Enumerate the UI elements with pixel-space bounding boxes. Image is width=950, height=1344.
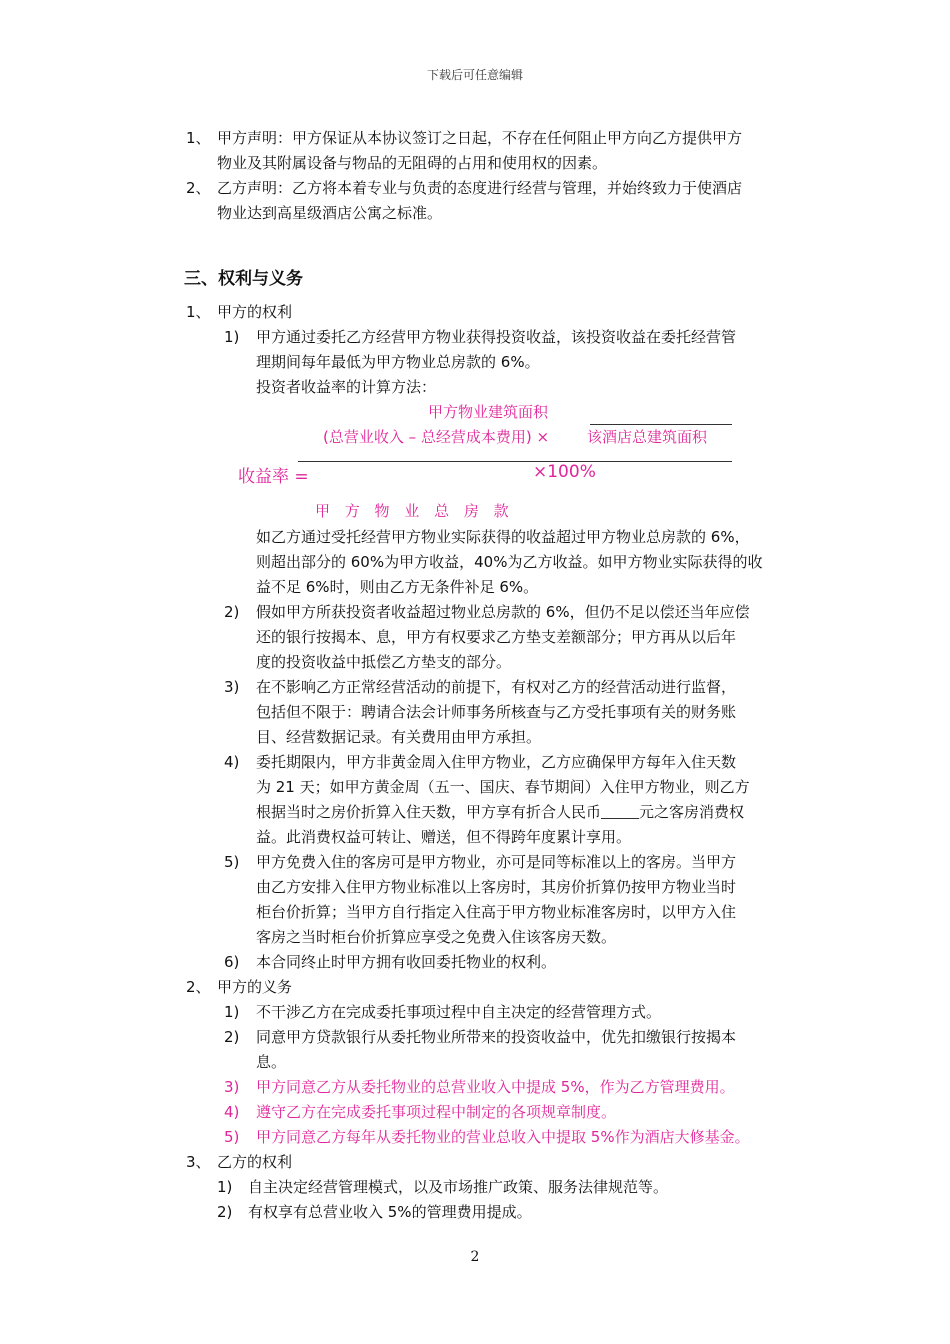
clause-text: 由乙方安排入住甲方物业标准以上客房时，其房价折算仍按甲方物业当时 <box>256 878 737 896</box>
list-item-number: 1、 <box>186 129 211 147</box>
page-header: 下载后可任意编辑 <box>426 68 523 82</box>
declaration-text: 乙方声明：乙方将本着专业与负责的态度进行经营与管理，并始终致力于使酒店 <box>217 179 743 197</box>
clause-text: 息。 <box>256 1053 287 1071</box>
subsection-title: 甲方的权利 <box>217 303 293 321</box>
formula-denominator: 甲 方 物 业 总 房 款 <box>315 502 514 520</box>
clause-text: 有权享有总营业收入 5%的管理费用提成。 <box>248 1203 532 1221</box>
declaration-text: 物业及其附属设备与物品的无阻碍的占用和使用权的因素。 <box>217 154 608 172</box>
clause-text: 投资者收益率的计算方法： <box>256 378 437 396</box>
subsection-title: 乙方的权利 <box>217 1153 293 1171</box>
page-number: 2 <box>470 1249 480 1265</box>
list-item-number: 3、 <box>186 1153 211 1171</box>
item-number: 1) <box>224 1003 240 1021</box>
clause-text: 包括但不限于：聘请合法会计师事务所核查与乙方受托事项有关的财务账 <box>256 703 737 721</box>
clause-text: 度的投资收益中抵偿乙方垫支的部分。 <box>256 653 512 671</box>
clause-text: 益不足 6%时，则由乙方无条件补足 6%。 <box>256 578 539 596</box>
formula-area-numerator: 甲方物业建筑面积 <box>428 403 549 421</box>
formula-area-denominator: 该酒店总建筑面积 <box>587 428 708 446</box>
clause-text-part: 元之客房消费权 <box>639 803 745 821</box>
clause-text-with-blank <box>256 800 744 824</box>
clause-text: 不干涉乙方在完成委托事项过程中自主决定的经营管理方式。 <box>256 1003 662 1021</box>
clause-text: 在不影响乙方正常经营活动的前提下，有权对乙方的经营活动进行监督， <box>256 678 737 696</box>
item-number: 6) <box>224 953 240 971</box>
item-number: 4) <box>224 753 240 771</box>
item-number: 4) <box>224 1103 240 1121</box>
declaration-text: 甲方声明：甲方保证从本协议签订之日起，不存在任何阻止甲方向乙方提供甲方 <box>217 129 743 147</box>
clause-text: 假如甲方所获投资者收益超过物业总房款的 6%，但仍不足以偿还当年应偿 <box>256 603 750 621</box>
item-number: 2) <box>224 603 240 621</box>
formula-label: 收益率 = <box>238 467 309 487</box>
clause-text: 本合同终止时甲方拥有收回委托物业的权利。 <box>256 953 557 971</box>
clause-text: 甲方免费入住的客房可是甲方物业，亦可是同等标准以上的客房。当甲方 <box>256 853 737 871</box>
clause-text-part: 根据当时之房价折算入住天数，甲方享有折合人民币 <box>256 803 602 821</box>
clause-text: 客房之当时柜台价折算应享受之免费入住该客房天数。 <box>256 928 617 946</box>
item-number: 5) <box>224 853 240 871</box>
subsection-title: 甲方的义务 <box>217 978 293 996</box>
clause-text: 则超出部分的 60%为甲方收益，40%为乙方收益。如甲方物业实际获得的收 <box>256 553 763 571</box>
item-number: 1) <box>217 1178 233 1196</box>
formula-times-100: ×100% <box>533 462 596 482</box>
highlighted-clause-text: 遵守乙方在完成委托事项过程中制定的各项规章制度。 <box>256 1103 617 1121</box>
list-item-number: 2、 <box>186 179 211 197</box>
highlighted-clause-text: 甲方同意乙方每年从委托物业的营业总收入中提取 5%作为酒店大修基金。 <box>256 1128 750 1146</box>
clause-text: 甲方通过委托乙方经营甲方物业获得投资收益，该投资收益在委托经营管 <box>256 328 737 346</box>
declaration-text: 物业达到高星级酒店公寓之标准。 <box>217 204 443 222</box>
item-number: 3) <box>224 1078 240 1096</box>
item-number: 2) <box>224 1028 240 1046</box>
clause-text: 目、经营数据记录。有关费用由甲方承担。 <box>256 728 542 746</box>
formula-main-rule <box>298 461 732 462</box>
formula-left-expression: (总营业收入 – 总经营成本费用) × <box>323 428 550 446</box>
list-item-number: 2、 <box>186 978 211 996</box>
item-number: 1) <box>224 328 240 346</box>
clause-text: 理期间每年最低为甲方物业总房款的 6%。 <box>256 353 540 371</box>
amount-blank <box>601 804 639 819</box>
list-item-number: 1、 <box>186 303 211 321</box>
item-number: 5) <box>224 1128 240 1146</box>
item-number: 3) <box>224 678 240 696</box>
clause-text: 同意甲方贷款银行从委托物业所带来的投资收益中，优先扣缴银行按揭本 <box>256 1028 737 1046</box>
highlighted-clause-text: 甲方同意乙方从委托物业的总营业收入中提成 5%，作为乙方管理费用。 <box>256 1078 735 1096</box>
clause-text: 益。此消费权益可转让、赠送，但不得跨年度累计享用。 <box>256 828 632 846</box>
clause-text: 还的银行按揭本、息，甲方有权要求乙方垫支差额部分；甲方再从以后年 <box>256 628 737 646</box>
clause-text: 柜台价折算；当甲方自行指定入住高于甲方物业标准客房时，以甲方入住 <box>256 903 737 921</box>
clause-text: 自主决定经营管理模式，以及市场推广政策、服务法律规范等。 <box>248 1178 669 1196</box>
clause-text: 委托期限内，甲方非黄金周入住甲方物业，乙方应确保甲方每年入住天数 <box>256 753 737 771</box>
clause-text: 为 21 天；如甲方黄金周（五一、国庆、春节期间）入住甲方物业，则乙方 <box>256 778 750 796</box>
section-title: 三、权利与义务 <box>184 269 303 289</box>
item-number: 2) <box>217 1203 233 1221</box>
clause-text: 如乙方通过受托经营甲方物业实际获得的收益超过甲方物业总房款的 6%， <box>256 528 750 546</box>
